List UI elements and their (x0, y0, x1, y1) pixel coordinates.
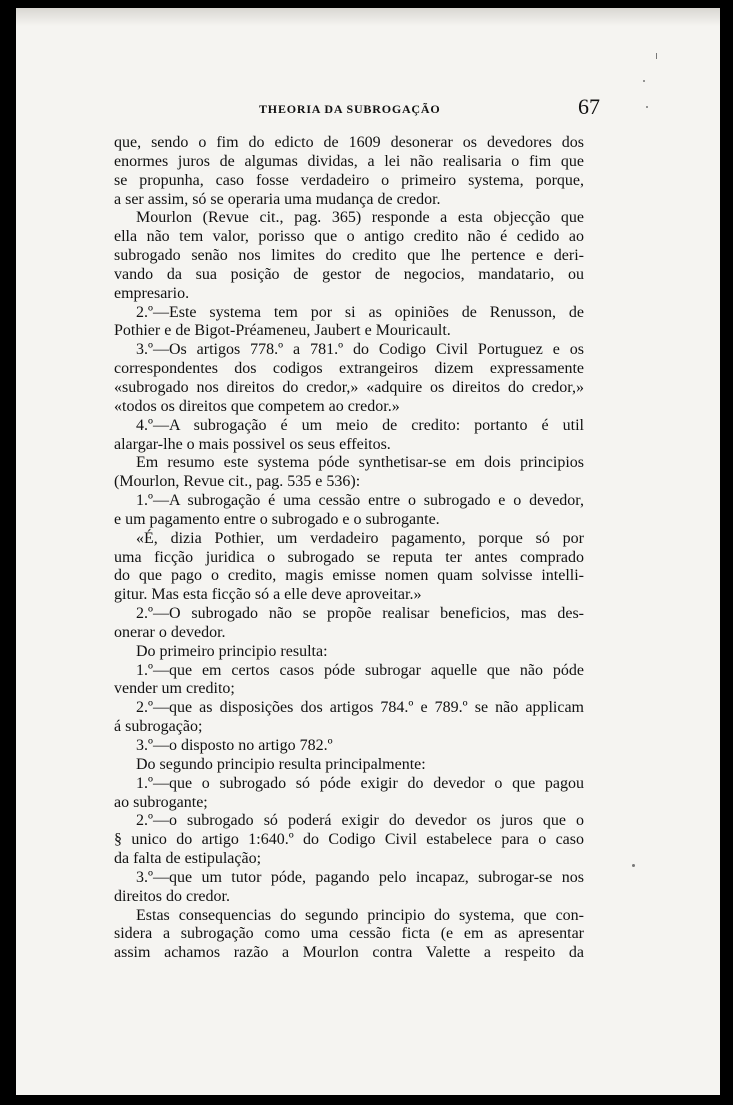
text-line: subrogado senão nos limites do credito que lhe pertence e deri- (114, 247, 584, 265)
text-line: «todos os direitos que competem ao credor.» (114, 397, 400, 415)
text-line: do que pago o credito, magis emisse nomen quam solvisse intelli- (114, 567, 584, 585)
text-line: onerar o devedor. (114, 623, 226, 641)
text-line: direitos do credor. (114, 887, 230, 905)
scan-shadow (16, 8, 720, 26)
text-line: Pothier e de Bigot-Préameneu, Jaubert e Mouricault. (114, 322, 451, 340)
text-line: empresario. (114, 284, 190, 302)
text-line: 2.º—O subrogado não se propõe realisar beneficios, mas des- (136, 605, 584, 623)
text-line: «É, dizia Pothier, um verdadeiro pagamento, porque só por (136, 529, 584, 547)
text-line: uma ficção juridica o subrogado se reputa ter antes comprado (114, 548, 584, 566)
text-line: da falta de estipulação; (114, 850, 262, 868)
text-line: 2.º—que as disposições dos artigos 784.º e 789.º se não applicam (136, 699, 584, 717)
text-line: Do primeiro principio resulta: (136, 642, 328, 660)
text-line: 4.º—A subrogação é um meio de credito: portanto é util (136, 416, 584, 434)
text-line: alargar-lhe o mais possivel os seus effeitos. (114, 435, 391, 453)
text-line: 1.º—que o subrogado só póde exigir do devedor o que pagou (136, 774, 584, 792)
text-line: e um pagamento entre o subrogado e o subrogante. (114, 510, 440, 528)
text-line: «subrogado nos direitos do credor,» «adquire os direitos do credor,» (114, 378, 584, 396)
text-line: 2.º—o subrogado só poderá exigir do devedor os juros que o (136, 812, 584, 830)
scan-speck (643, 80, 645, 82)
text-line: Estas consequencias do segundo principio do systema, que con- (136, 906, 584, 924)
text-line: a ser assim, só se operaria uma mudança de credor. (114, 190, 441, 208)
text-line: á subrogação; (114, 718, 203, 736)
text-line: § unico do artigo 1:640.º do Codigo Civil estabelece para o caso (114, 831, 584, 849)
scan-speck (632, 864, 635, 867)
page-number: 67 (578, 94, 600, 119)
text-line: Em resumo este systema póde synthetisar-se em dois principios (136, 454, 584, 472)
scan-speck (656, 53, 657, 59)
text-line: gitur. Mas esta ficção só a elle deve aproveitar.» (114, 586, 422, 604)
text-line: correspondentes dos codigos extrangeiros dizem expressamente (114, 360, 584, 378)
page-header (114, 96, 600, 120)
text-line: enormes juros de algumas dividas, a lei não realisaria o fim que (114, 152, 584, 170)
text-line: (Mourlon, Revue cit., pag. 535 e 536): (114, 473, 361, 491)
body-text (114, 134, 584, 963)
text-line: 3.º—o disposto no artigo 782.º (136, 737, 333, 754)
text-line: ao subrogante; (114, 793, 208, 811)
text-line: que, sendo o fim do edicto de 1609 desonerar os devedores dos (114, 134, 584, 151)
book-page (16, 8, 720, 1095)
text-line: 3.º—Os artigos 778.º a 781.º do Codigo Civil Portuguez e os (136, 341, 584, 359)
text-line: se propunha, caso fosse verdadeiro o primeiro systema, porque, (114, 171, 584, 189)
text-line: 2.º—Este systema tem por si as opiniões de Renusson, de (136, 303, 584, 321)
text-line: ella não tem valor, porisso que o antigo credito não é cedido ao (114, 228, 584, 246)
text-line: 1.º—que em certos casos póde subrogar aquelle que não póde (136, 661, 584, 679)
text-line: sidera a subrogação como uma cessão ficta (e em as apresentar (114, 925, 584, 943)
text-line: vando da sua posição de gestor de negocios, mandatario, ou (114, 265, 584, 283)
text-line: Mourlon (Revue cit., pag. 365) responde a esta objecção que (136, 209, 584, 227)
text-line: 3.º—que um tutor póde, pagando pelo incapaz, subrogar-se nos (136, 868, 584, 886)
text-line: assim achamos razão a Mourlon contra Valette a respeito da (114, 944, 584, 962)
running-title: THEORIA DA SUBROGAÇÃO (259, 102, 441, 116)
text-line: Do segundo principio resulta principalmente: (136, 755, 426, 773)
text-line: vender um credito; (114, 680, 235, 698)
scan-speck (646, 106, 648, 108)
text-line: 1.º—A subrogação é uma cessão entre o subrogado e o devedor, (136, 492, 584, 510)
